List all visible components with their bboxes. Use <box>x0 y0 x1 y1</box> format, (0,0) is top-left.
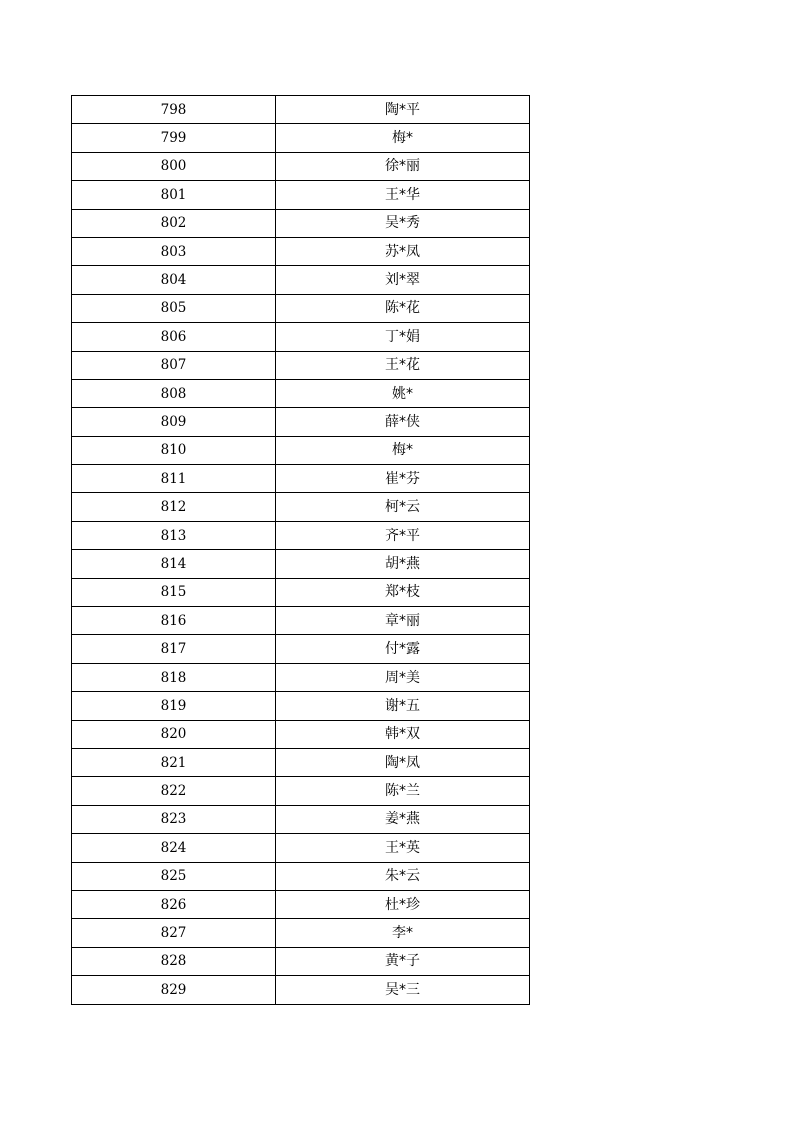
table-row <box>72 379 530 407</box>
name-cell: 姚* <box>276 379 530 407</box>
row-number-cell: 828 <box>72 947 276 975</box>
row-number-cell: 824 <box>72 834 276 862</box>
table-row <box>72 124 530 152</box>
name-cell: 丁*娟 <box>276 323 530 351</box>
table-row <box>72 976 530 1004</box>
row-number-cell: 812 <box>72 493 276 521</box>
row-number-cell: 803 <box>72 237 276 265</box>
table-row <box>72 436 530 464</box>
name-cell: 薛*侠 <box>276 408 530 436</box>
row-number-cell: 820 <box>72 720 276 748</box>
row-number-cell: 802 <box>72 209 276 237</box>
row-number-cell: 825 <box>72 862 276 890</box>
row-number-cell: 811 <box>72 465 276 493</box>
table-row <box>72 237 530 265</box>
row-number-cell: 819 <box>72 692 276 720</box>
name-cell: 章*丽 <box>276 607 530 635</box>
name-cell: 付*露 <box>276 635 530 663</box>
table-row <box>72 947 530 975</box>
row-number-cell: 799 <box>72 124 276 152</box>
name-cell: 郑*枝 <box>276 578 530 606</box>
row-number-cell: 823 <box>72 805 276 833</box>
name-cell: 柯*云 <box>276 493 530 521</box>
row-number-cell: 826 <box>72 890 276 918</box>
table-row <box>72 493 530 521</box>
row-number-cell: 810 <box>72 436 276 464</box>
table-row <box>72 294 530 322</box>
row-number-cell: 818 <box>72 663 276 691</box>
row-number-cell: 815 <box>72 578 276 606</box>
table-row <box>72 96 530 124</box>
table-row <box>72 777 530 805</box>
name-cell: 李* <box>276 919 530 947</box>
row-number-cell: 822 <box>72 777 276 805</box>
table-row <box>72 919 530 947</box>
row-number-cell: 807 <box>72 351 276 379</box>
table-row <box>72 862 530 890</box>
name-cell: 苏*凤 <box>276 237 530 265</box>
name-cell: 陈*花 <box>276 294 530 322</box>
table-row <box>72 152 530 180</box>
table-row <box>72 209 530 237</box>
table-row <box>72 578 530 606</box>
table-row <box>72 890 530 918</box>
row-number-cell: 809 <box>72 408 276 436</box>
table-row <box>72 351 530 379</box>
table-row <box>72 181 530 209</box>
table-row <box>72 465 530 493</box>
name-cell: 吴*秀 <box>276 209 530 237</box>
row-number-cell: 813 <box>72 521 276 549</box>
row-number-cell: 817 <box>72 635 276 663</box>
name-cell: 王*英 <box>276 834 530 862</box>
row-number-cell: 800 <box>72 152 276 180</box>
name-cell: 姜*燕 <box>276 805 530 833</box>
name-cell: 刘*翠 <box>276 266 530 294</box>
row-number-cell: 827 <box>72 919 276 947</box>
row-number-cell: 821 <box>72 748 276 776</box>
name-cell: 胡*燕 <box>276 550 530 578</box>
name-cell: 陶*凤 <box>276 748 530 776</box>
table-row <box>72 550 530 578</box>
table-row <box>72 521 530 549</box>
name-cell: 徐*丽 <box>276 152 530 180</box>
row-number-cell: 806 <box>72 323 276 351</box>
table-row <box>72 607 530 635</box>
name-cell: 朱*云 <box>276 862 530 890</box>
table-row <box>72 266 530 294</box>
name-cell: 陶*平 <box>276 96 530 124</box>
table-row <box>72 748 530 776</box>
roster-body <box>72 96 530 1005</box>
name-cell: 杜*珍 <box>276 890 530 918</box>
name-cell: 王*花 <box>276 351 530 379</box>
table-row <box>72 323 530 351</box>
row-number-cell: 814 <box>72 550 276 578</box>
row-number-cell: 798 <box>72 96 276 124</box>
name-cell: 黄*子 <box>276 947 530 975</box>
table-row <box>72 408 530 436</box>
table-row <box>72 663 530 691</box>
table-row <box>72 834 530 862</box>
table-row <box>72 635 530 663</box>
name-cell: 崔*芬 <box>276 465 530 493</box>
row-number-cell: 805 <box>72 294 276 322</box>
row-number-cell: 829 <box>72 976 276 1004</box>
name-cell: 周*美 <box>276 663 530 691</box>
name-cell: 梅* <box>276 436 530 464</box>
table-row <box>72 692 530 720</box>
table-row <box>72 805 530 833</box>
row-number-cell: 801 <box>72 181 276 209</box>
row-number-cell: 816 <box>72 607 276 635</box>
name-cell: 谢*五 <box>276 692 530 720</box>
name-cell: 陈*兰 <box>276 777 530 805</box>
name-cell: 梅* <box>276 124 530 152</box>
name-cell: 吴*三 <box>276 976 530 1004</box>
table-row <box>72 720 530 748</box>
name-cell: 齐*平 <box>276 521 530 549</box>
row-number-cell: 808 <box>72 379 276 407</box>
name-cell: 韩*双 <box>276 720 530 748</box>
name-cell: 王*华 <box>276 181 530 209</box>
row-number-cell: 804 <box>72 266 276 294</box>
roster-table <box>71 95 530 1005</box>
